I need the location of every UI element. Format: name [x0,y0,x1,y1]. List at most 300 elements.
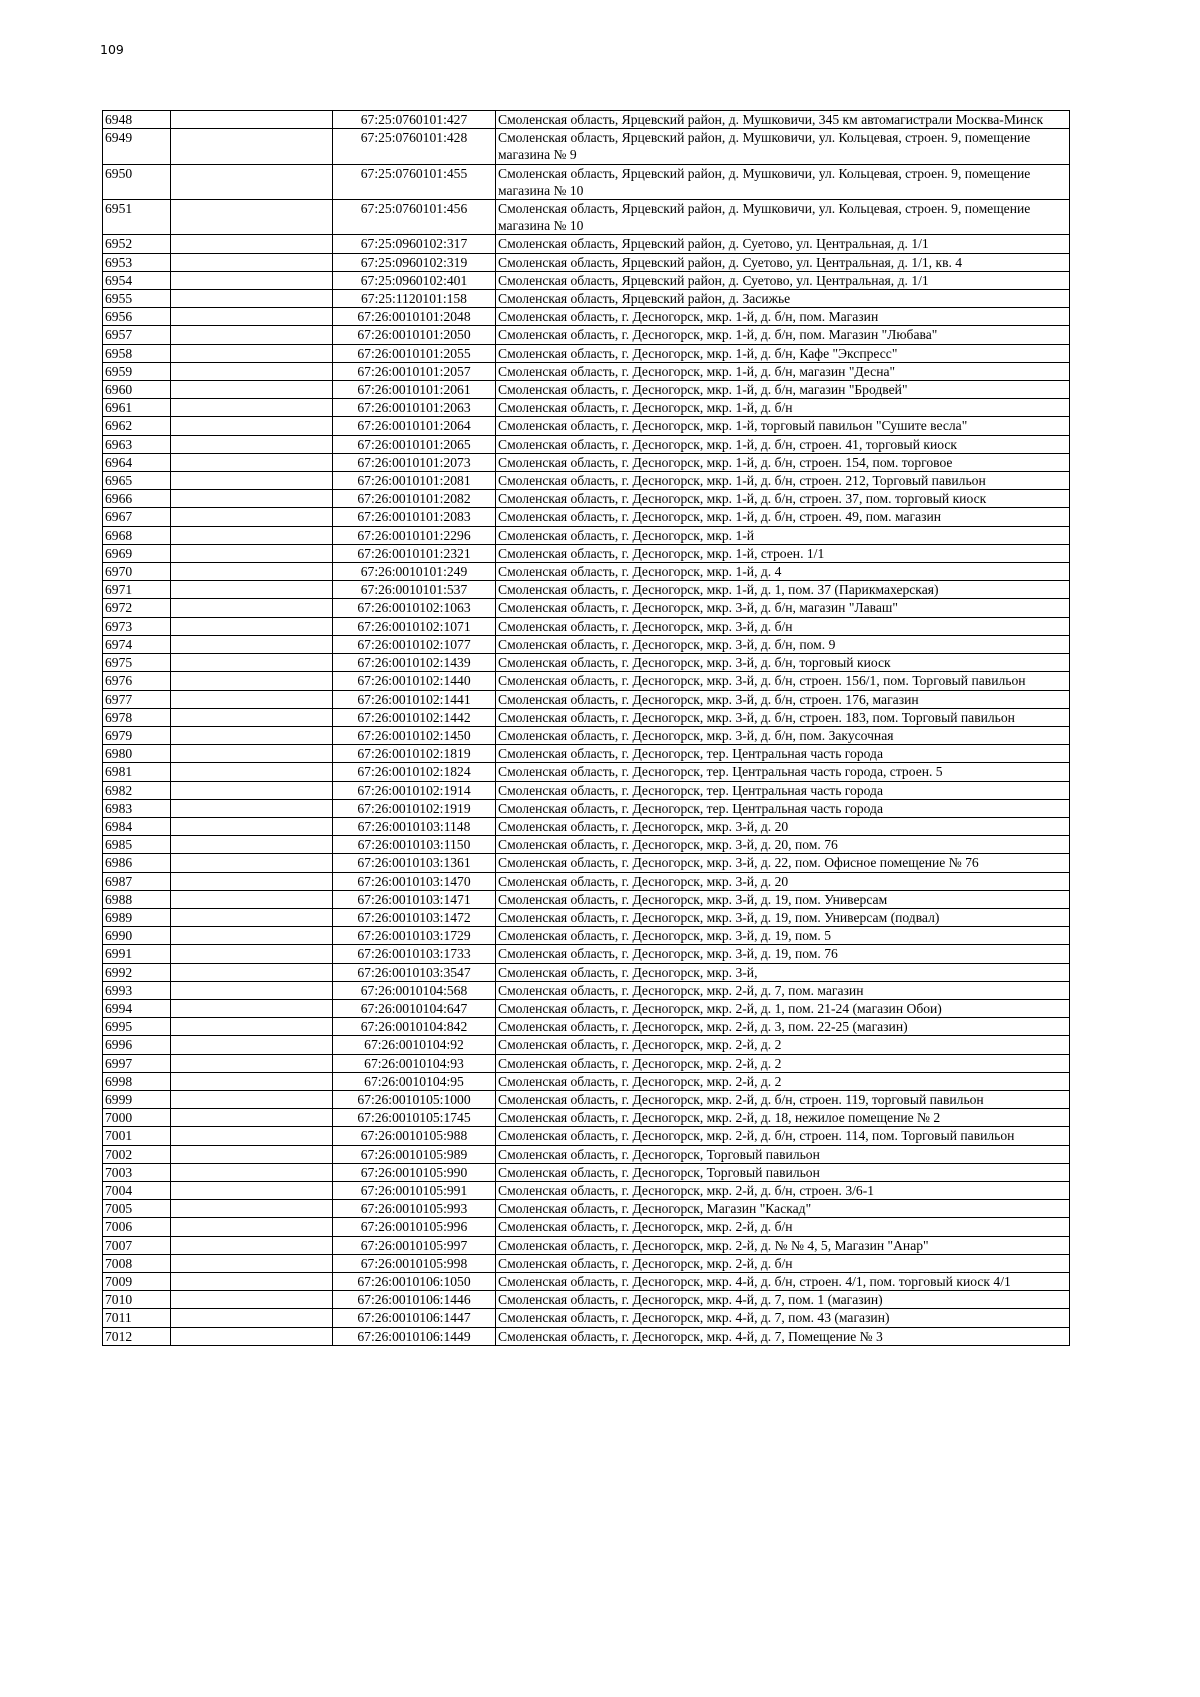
cadastral-number-cell: 67:26:0010105:998 [333,1254,496,1272]
row-number-cell: 6980 [103,745,171,763]
row-number-cell: 6998 [103,1072,171,1090]
table-row [103,253,1070,271]
cadastral-number-cell: 67:26:0010101:2082 [333,490,496,508]
cadastral-number-cell: 67:26:0010102:1450 [333,726,496,744]
address-cell: Смоленская область, г. Десногорск, мкр. 2-й, д. б/н, строен. 114, пом. Торговый павильон [496,1127,1070,1145]
row-number-cell: 7011 [103,1309,171,1327]
empty-cell [171,708,333,726]
table-row [103,1127,1070,1145]
empty-cell [171,817,333,835]
empty-cell [171,563,333,581]
table-row [103,362,1070,380]
table-row [103,453,1070,471]
table-row [103,654,1070,672]
table-row [103,1236,1070,1254]
table-row [103,745,1070,763]
cadastral-number-cell: 67:26:0010101:2081 [333,472,496,490]
address-cell: Смоленская область, Ярцевский район, д. Мушковичи, 345 км автомагистрали Москва-Минск [496,111,1070,129]
table-row [103,526,1070,544]
cadastral-number-cell: 67:26:0010105:989 [333,1145,496,1163]
address-cell: Смоленская область, г. Десногорск, мкр. 1-й, д. б/н, Кафе "Экспресс" [496,344,1070,362]
row-number-cell: 6974 [103,635,171,653]
address-cell: Смоленская область, г. Десногорск, тер. Центральная часть города [496,781,1070,799]
address-cell: Смоленская область, г. Десногорск, мкр. 1-й, д. б/н, строен. 37, пом. торговый киоск [496,490,1070,508]
cadastral-number-cell: 67:26:0010104:568 [333,981,496,999]
row-number-cell: 6948 [103,111,171,129]
row-number-cell: 6956 [103,308,171,326]
cadastral-number-cell: 67:26:0010103:1733 [333,945,496,963]
cadastral-number-cell: 67:25:0960102:317 [333,235,496,253]
empty-cell [171,1036,333,1054]
empty-cell [171,581,333,599]
address-cell: Смоленская область, г. Десногорск, мкр. 2-й, д. б/н [496,1218,1070,1236]
row-number-cell: 6983 [103,799,171,817]
table-row [103,1036,1070,1054]
address-cell: Смоленская область, г. Десногорск, тер. Центральная часть города [496,745,1070,763]
row-number-cell: 6958 [103,344,171,362]
cadastral-number-cell: 67:26:0010102:1919 [333,799,496,817]
row-number-cell: 7010 [103,1291,171,1309]
table-row [103,1090,1070,1108]
cadastral-number-cell: 67:26:0010102:1063 [333,599,496,617]
row-number-cell: 6973 [103,617,171,635]
empty-cell [171,836,333,854]
address-cell: Смоленская область, г. Десногорск, мкр. 1-й, д. б/н, строен. 41, торговый киоск [496,435,1070,453]
cadastral-number-cell: 67:26:0010101:2055 [333,344,496,362]
address-cell: Смоленская область, г. Десногорск, мкр. 4-й, д. 7, Помещение № 3 [496,1327,1070,1345]
table-row [103,290,1070,308]
row-number-cell: 6990 [103,927,171,945]
row-number-cell: 6961 [103,399,171,417]
empty-cell [171,399,333,417]
row-number-cell: 6976 [103,672,171,690]
row-number-cell: 7007 [103,1236,171,1254]
table-row [103,617,1070,635]
cadastral-number-cell: 67:25:0760101:456 [333,200,496,235]
empty-cell [171,417,333,435]
empty-cell [171,472,333,490]
empty-cell [171,526,333,544]
table-row [103,927,1070,945]
cadastral-number-cell: 67:26:0010101:537 [333,581,496,599]
empty-cell [171,999,333,1017]
address-cell: Смоленская область, г. Десногорск, мкр. 1-й, д. б/н [496,399,1070,417]
cadastral-number-cell: 67:26:0010105:1000 [333,1090,496,1108]
empty-cell [171,963,333,981]
table-row [103,271,1070,289]
cadastral-number-cell: 67:26:0010105:993 [333,1200,496,1218]
empty-cell [171,344,333,362]
empty-cell [171,927,333,945]
table-row [103,308,1070,326]
cadastral-number-cell: 67:26:0010103:1471 [333,890,496,908]
address-cell: Смоленская область, г. Десногорск, мкр. 1-й, д. 1, пом. 37 (Парикмахерская) [496,581,1070,599]
row-number-cell: 6959 [103,362,171,380]
table-row [103,963,1070,981]
empty-cell [171,235,333,253]
row-number-cell: 7009 [103,1273,171,1291]
cadastral-number-cell: 67:25:0960102:401 [333,271,496,289]
table-body [103,111,1070,1346]
table-row [103,1145,1070,1163]
cadastral-number-cell: 67:26:0010103:1470 [333,872,496,890]
row-number-cell: 6962 [103,417,171,435]
empty-cell [171,1309,333,1327]
table-row [103,781,1070,799]
cadastral-number-cell: 67:26:0010101:2061 [333,381,496,399]
address-cell: Смоленская область, г. Десногорск, мкр. 2-й, д. 1, пом. 21-24 (магазин Обои) [496,999,1070,1017]
row-number-cell: 6981 [103,763,171,781]
table-row [103,472,1070,490]
row-number-cell: 6951 [103,200,171,235]
table-row [103,164,1070,199]
row-number-cell: 6989 [103,908,171,926]
cadastral-number-cell: 67:26:0010102:1914 [333,781,496,799]
empty-cell [171,381,333,399]
address-cell: Смоленская область, г. Десногорск, мкр. 3-й, д. б/н, магазин "Лаваш" [496,599,1070,617]
row-number-cell: 6986 [103,854,171,872]
row-number-cell: 6952 [103,235,171,253]
empty-cell [171,1254,333,1272]
address-cell: Смоленская область, Ярцевский район, д. Суетово, ул. Центральная, д. 1/1, кв. 4 [496,253,1070,271]
address-cell: Смоленская область, г. Десногорск, мкр. 3-й, д. б/н, пом. 9 [496,635,1070,653]
cadastral-number-cell: 67:26:0010102:1071 [333,617,496,635]
row-number-cell: 6977 [103,690,171,708]
cadastral-number-cell: 67:26:0010104:93 [333,1054,496,1072]
empty-cell [171,362,333,380]
cadastral-number-cell: 67:26:0010101:2083 [333,508,496,526]
address-cell: Смоленская область, г. Десногорск, мкр. 1-й, д. б/н, строен. 212, Торговый павильон [496,472,1070,490]
address-cell: Смоленская область, г. Десногорск, мкр. 4-й, д. 7, пом. 1 (магазин) [496,1291,1070,1309]
empty-cell [171,908,333,926]
empty-cell [171,599,333,617]
cadastral-number-cell: 67:26:0010101:2073 [333,453,496,471]
empty-cell [171,453,333,471]
row-number-cell: 6950 [103,164,171,199]
row-number-cell: 6985 [103,836,171,854]
cadastral-number-cell: 67:26:0010101:2296 [333,526,496,544]
table-row [103,1273,1070,1291]
table-row [103,690,1070,708]
row-number-cell: 6964 [103,453,171,471]
empty-cell [171,1327,333,1345]
row-number-cell: 6997 [103,1054,171,1072]
address-cell: Смоленская область, г. Десногорск, мкр. 1-й [496,526,1070,544]
empty-cell [171,781,333,799]
address-cell: Смоленская область, г. Десногорск, мкр. 3-й, д. б/н, торговый киоск [496,654,1070,672]
address-cell: Смоленская область, г. Десногорск, мкр. 2-й, д. № № 4, 5, Магазин "Анар" [496,1236,1070,1254]
table-row [103,1327,1070,1345]
address-cell: Смоленская область, г. Десногорск, Магазин "Каскад" [496,1200,1070,1218]
empty-cell [171,690,333,708]
cadastral-number-cell: 67:26:0010105:997 [333,1236,496,1254]
cadastral-number-cell: 67:26:0010102:1440 [333,672,496,690]
empty-cell [171,200,333,235]
empty-cell [171,290,333,308]
empty-cell [171,654,333,672]
registry-table [102,110,1070,1346]
row-number-cell: 7003 [103,1163,171,1181]
table-row [103,763,1070,781]
empty-cell [171,326,333,344]
empty-cell [171,1072,333,1090]
address-cell: Смоленская область, г. Десногорск, мкр. 3-й, д. 20 [496,872,1070,890]
table-row [103,581,1070,599]
empty-cell [171,508,333,526]
row-number-cell: 7002 [103,1145,171,1163]
empty-cell [171,854,333,872]
cadastral-number-cell: 67:25:0960102:319 [333,253,496,271]
address-cell: Смоленская область, г. Десногорск, мкр. 3-й, [496,963,1070,981]
table-row [103,854,1070,872]
cadastral-number-cell: 67:26:0010104:842 [333,1018,496,1036]
empty-cell [171,544,333,562]
address-cell: Смоленская область, г. Десногорск, мкр. 2-й, д. 7, пом. магазин [496,981,1070,999]
address-cell: Смоленская область, г. Десногорск, мкр. 3-й, д. б/н, строен. 176, магазин [496,690,1070,708]
cadastral-number-cell: 67:26:0010106:1446 [333,1291,496,1309]
row-number-cell: 6963 [103,435,171,453]
row-number-cell: 6993 [103,981,171,999]
row-number-cell: 6979 [103,726,171,744]
empty-cell [171,1018,333,1036]
table-row [103,890,1070,908]
cadastral-number-cell: 67:25:0760101:455 [333,164,496,199]
address-cell: Смоленская область, Ярцевский район, д. Мушковичи, ул. Кольцевая, строен. 9, помещение магазина № 9 [496,129,1070,164]
row-number-cell: 6949 [103,129,171,164]
cadastral-number-cell: 67:26:0010104:92 [333,1036,496,1054]
row-number-cell: 6954 [103,271,171,289]
table-row [103,817,1070,835]
row-number-cell: 7006 [103,1218,171,1236]
empty-cell [171,1163,333,1181]
table-row [103,1054,1070,1072]
row-number-cell: 6999 [103,1090,171,1108]
cadastral-number-cell: 67:26:0010106:1449 [333,1327,496,1345]
cadastral-number-cell: 67:25:0760101:428 [333,129,496,164]
empty-cell [171,490,333,508]
empty-cell [171,872,333,890]
cadastral-number-cell: 67:26:0010103:1729 [333,927,496,945]
table-row [103,435,1070,453]
cadastral-number-cell: 67:26:0010101:2063 [333,399,496,417]
cadastral-number-cell: 67:26:0010101:2050 [333,326,496,344]
empty-cell [171,253,333,271]
cadastral-number-cell: 67:26:0010102:1819 [333,745,496,763]
row-number-cell: 6953 [103,253,171,271]
row-number-cell: 7005 [103,1200,171,1218]
address-cell: Смоленская область, г. Десногорск, мкр. 3-й, д. б/н, пом. Закусочная [496,726,1070,744]
row-number-cell: 6987 [103,872,171,890]
address-cell: Смоленская область, г. Десногорск, мкр. 3-й, д. 22, пом. Офисное помещение № 76 [496,854,1070,872]
row-number-cell: 6975 [103,654,171,672]
address-cell: Смоленская область, Ярцевский район, д. Засижье [496,290,1070,308]
empty-cell [171,1109,333,1127]
table-row [103,635,1070,653]
row-number-cell: 6992 [103,963,171,981]
address-cell: Смоленская область, г. Десногорск, мкр. 1-й, д. б/н, строен. 49, пом. магазин [496,508,1070,526]
row-number-cell: 6994 [103,999,171,1017]
empty-cell [171,164,333,199]
table-row [103,708,1070,726]
address-cell: Смоленская область, г. Десногорск, тер. Центральная часть города, строен. 5 [496,763,1070,781]
table-row [103,872,1070,890]
row-number-cell: 6972 [103,599,171,617]
address-cell: Смоленская область, г. Десногорск, мкр. 3-й, д. 20 [496,817,1070,835]
cadastral-number-cell: 67:26:0010102:1439 [333,654,496,672]
table-row [103,563,1070,581]
cadastral-number-cell: 67:26:0010101:2321 [333,544,496,562]
cadastral-number-cell: 67:26:0010102:1077 [333,635,496,653]
table-row [103,1200,1070,1218]
empty-cell [171,1236,333,1254]
row-number-cell: 7008 [103,1254,171,1272]
table-row [103,544,1070,562]
address-cell: Смоленская область, г. Десногорск, мкр. 3-й, д. 19, пом. 5 [496,927,1070,945]
table-row [103,836,1070,854]
address-cell: Смоленская область, г. Десногорск, мкр. 3-й, д. б/н, строен. 156/1, пом. Торговый павильон [496,672,1070,690]
address-cell: Смоленская область, г. Десногорск, мкр. 4-й, д. б/н, строен. 4/1, пом. торговый киоск 4/1 [496,1273,1070,1291]
table-row [103,1018,1070,1036]
address-cell: Смоленская область, г. Десногорск, мкр. 2-й, д. б/н, строен. 3/6-1 [496,1181,1070,1199]
row-number-cell: 6996 [103,1036,171,1054]
address-cell: Смоленская область, г. Десногорск, мкр. 3-й, д. 19, пом. 76 [496,945,1070,963]
cadastral-number-cell: 67:26:0010102:1824 [333,763,496,781]
row-number-cell: 6971 [103,581,171,599]
cadastral-number-cell: 67:26:0010105:990 [333,1163,496,1181]
table-row [103,1291,1070,1309]
address-cell: Смоленская область, г. Десногорск, мкр. 2-й, д. 2 [496,1054,1070,1072]
table-row [103,799,1070,817]
cadastral-number-cell: 67:26:0010102:1442 [333,708,496,726]
empty-cell [171,672,333,690]
address-cell: Смоленская область, г. Десногорск, мкр. 2-й, д. 2 [496,1036,1070,1054]
table-row [103,1309,1070,1327]
row-number-cell: 6995 [103,1018,171,1036]
cadastral-number-cell: 67:26:0010104:95 [333,1072,496,1090]
row-number-cell: 6969 [103,544,171,562]
empty-cell [171,435,333,453]
row-number-cell: 6991 [103,945,171,963]
address-cell: Смоленская область, г. Десногорск, мкр. 1-й, д. б/н, строен. 154, пом. торговое [496,453,1070,471]
cadastral-number-cell: 67:26:0010101:249 [333,563,496,581]
address-cell: Смоленская область, г. Десногорск, тер. Центральная часть города [496,799,1070,817]
cadastral-number-cell: 67:26:0010101:2065 [333,435,496,453]
address-cell: Смоленская область, г. Десногорск, мкр. 2-й, д. 2 [496,1072,1070,1090]
cadastral-number-cell: 67:26:0010102:1441 [333,690,496,708]
empty-cell [171,617,333,635]
cadastral-number-cell: 67:26:0010101:2048 [333,308,496,326]
table-row [103,326,1070,344]
row-number-cell: 7012 [103,1327,171,1345]
cadastral-number-cell: 67:26:0010103:1150 [333,836,496,854]
cadastral-number-cell: 67:25:0760101:427 [333,111,496,129]
address-cell: Смоленская область, г. Десногорск, мкр. 2-й, д. 18, нежилое помещение № 2 [496,1109,1070,1127]
table-row [103,381,1070,399]
row-number-cell: 6984 [103,817,171,835]
table-row [103,111,1070,129]
empty-cell [171,945,333,963]
cadastral-number-cell: 67:26:0010103:1472 [333,908,496,926]
empty-cell [171,635,333,653]
empty-cell [171,763,333,781]
cadastral-number-cell: 67:26:0010103:1148 [333,817,496,835]
table-row [103,200,1070,235]
empty-cell [171,1273,333,1291]
table-row [103,1072,1070,1090]
table-row [103,1109,1070,1127]
table-row [103,1163,1070,1181]
address-cell: Смоленская область, Ярцевский район, д. Мушковичи, ул. Кольцевая, строен. 9, помещение магазина № 10 [496,200,1070,235]
address-cell: Смоленская область, г. Десногорск, мкр. 3-й, д. 20, пом. 76 [496,836,1070,854]
empty-cell [171,1145,333,1163]
address-cell: Смоленская область, Ярцевский район, д. Суетово, ул. Центральная, д. 1/1 [496,271,1070,289]
table-row [103,981,1070,999]
address-cell: Смоленская область, Ярцевский район, д. Мушковичи, ул. Кольцевая, строен. 9, помещение магазина № 10 [496,164,1070,199]
address-cell: Смоленская область, г. Десногорск, мкр. 4-й, д. 7, пом. 43 (магазин) [496,1309,1070,1327]
empty-cell [171,308,333,326]
empty-cell [171,981,333,999]
empty-cell [171,1218,333,1236]
row-number-cell: 6965 [103,472,171,490]
address-cell: Смоленская область, г. Десногорск, мкр. 1-й, д. б/н, пом. Магазин "Любава" [496,326,1070,344]
row-number-cell: 6968 [103,526,171,544]
address-cell: Смоленская область, г. Десногорск, мкр. 2-й, д. б/н, строен. 119, торговый павильон [496,1090,1070,1108]
address-cell: Смоленская область, г. Десногорск, мкр. 1-й, д. б/н, пом. Магазин [496,308,1070,326]
table-row [103,945,1070,963]
table-row [103,508,1070,526]
table-row [103,490,1070,508]
cadastral-number-cell: 67:26:0010105:1745 [333,1109,496,1127]
cadastral-number-cell: 67:26:0010105:988 [333,1127,496,1145]
row-number-cell: 7000 [103,1109,171,1127]
empty-cell [171,271,333,289]
address-cell: Смоленская область, г. Десногорск, Торговый павильон [496,1145,1070,1163]
table-row [103,235,1070,253]
row-number-cell: 6957 [103,326,171,344]
table-row [103,999,1070,1017]
table-row [103,599,1070,617]
address-cell: Смоленская область, г. Десногорск, мкр. 1-й, д. 4 [496,563,1070,581]
table-row [103,129,1070,164]
empty-cell [171,890,333,908]
address-cell: Смоленская область, г. Десногорск, мкр. 3-й, д. 19, пом. Универсам [496,890,1070,908]
cadastral-number-cell: 67:26:0010101:2057 [333,362,496,380]
table-row [103,1218,1070,1236]
address-cell: Смоленская область, г. Десногорск, мкр. 2-й, д. 3, пом. 22-25 (магазин) [496,1018,1070,1036]
address-cell: Смоленская область, г. Десногорск, мкр. 2-й, д. б/н [496,1254,1070,1272]
empty-cell [171,1200,333,1218]
empty-cell [171,1181,333,1199]
address-cell: Смоленская область, г. Десногорск, мкр. 3-й, д. 19, пом. Универсам (подвал) [496,908,1070,926]
row-number-cell: 6967 [103,508,171,526]
empty-cell [171,1054,333,1072]
cadastral-number-cell: 67:26:0010105:991 [333,1181,496,1199]
table-row [103,672,1070,690]
row-number-cell: 6966 [103,490,171,508]
table-row [103,344,1070,362]
empty-cell [171,1090,333,1108]
row-number-cell: 7001 [103,1127,171,1145]
empty-cell [171,1127,333,1145]
empty-cell [171,129,333,164]
cadastral-number-cell: 67:26:0010105:996 [333,1218,496,1236]
cadastral-number-cell: 67:26:0010101:2064 [333,417,496,435]
page-number: 109 [100,42,124,57]
address-cell: Смоленская область, Ярцевский район, д. Суетово, ул. Центральная, д. 1/1 [496,235,1070,253]
address-cell: Смоленская область, г. Десногорск, мкр. 1-й, д. б/н, магазин "Бродвей" [496,381,1070,399]
cadastral-number-cell: 67:26:0010106:1447 [333,1309,496,1327]
address-cell: Смоленская область, г. Десногорск, мкр. 3-й, д. б/н [496,617,1070,635]
